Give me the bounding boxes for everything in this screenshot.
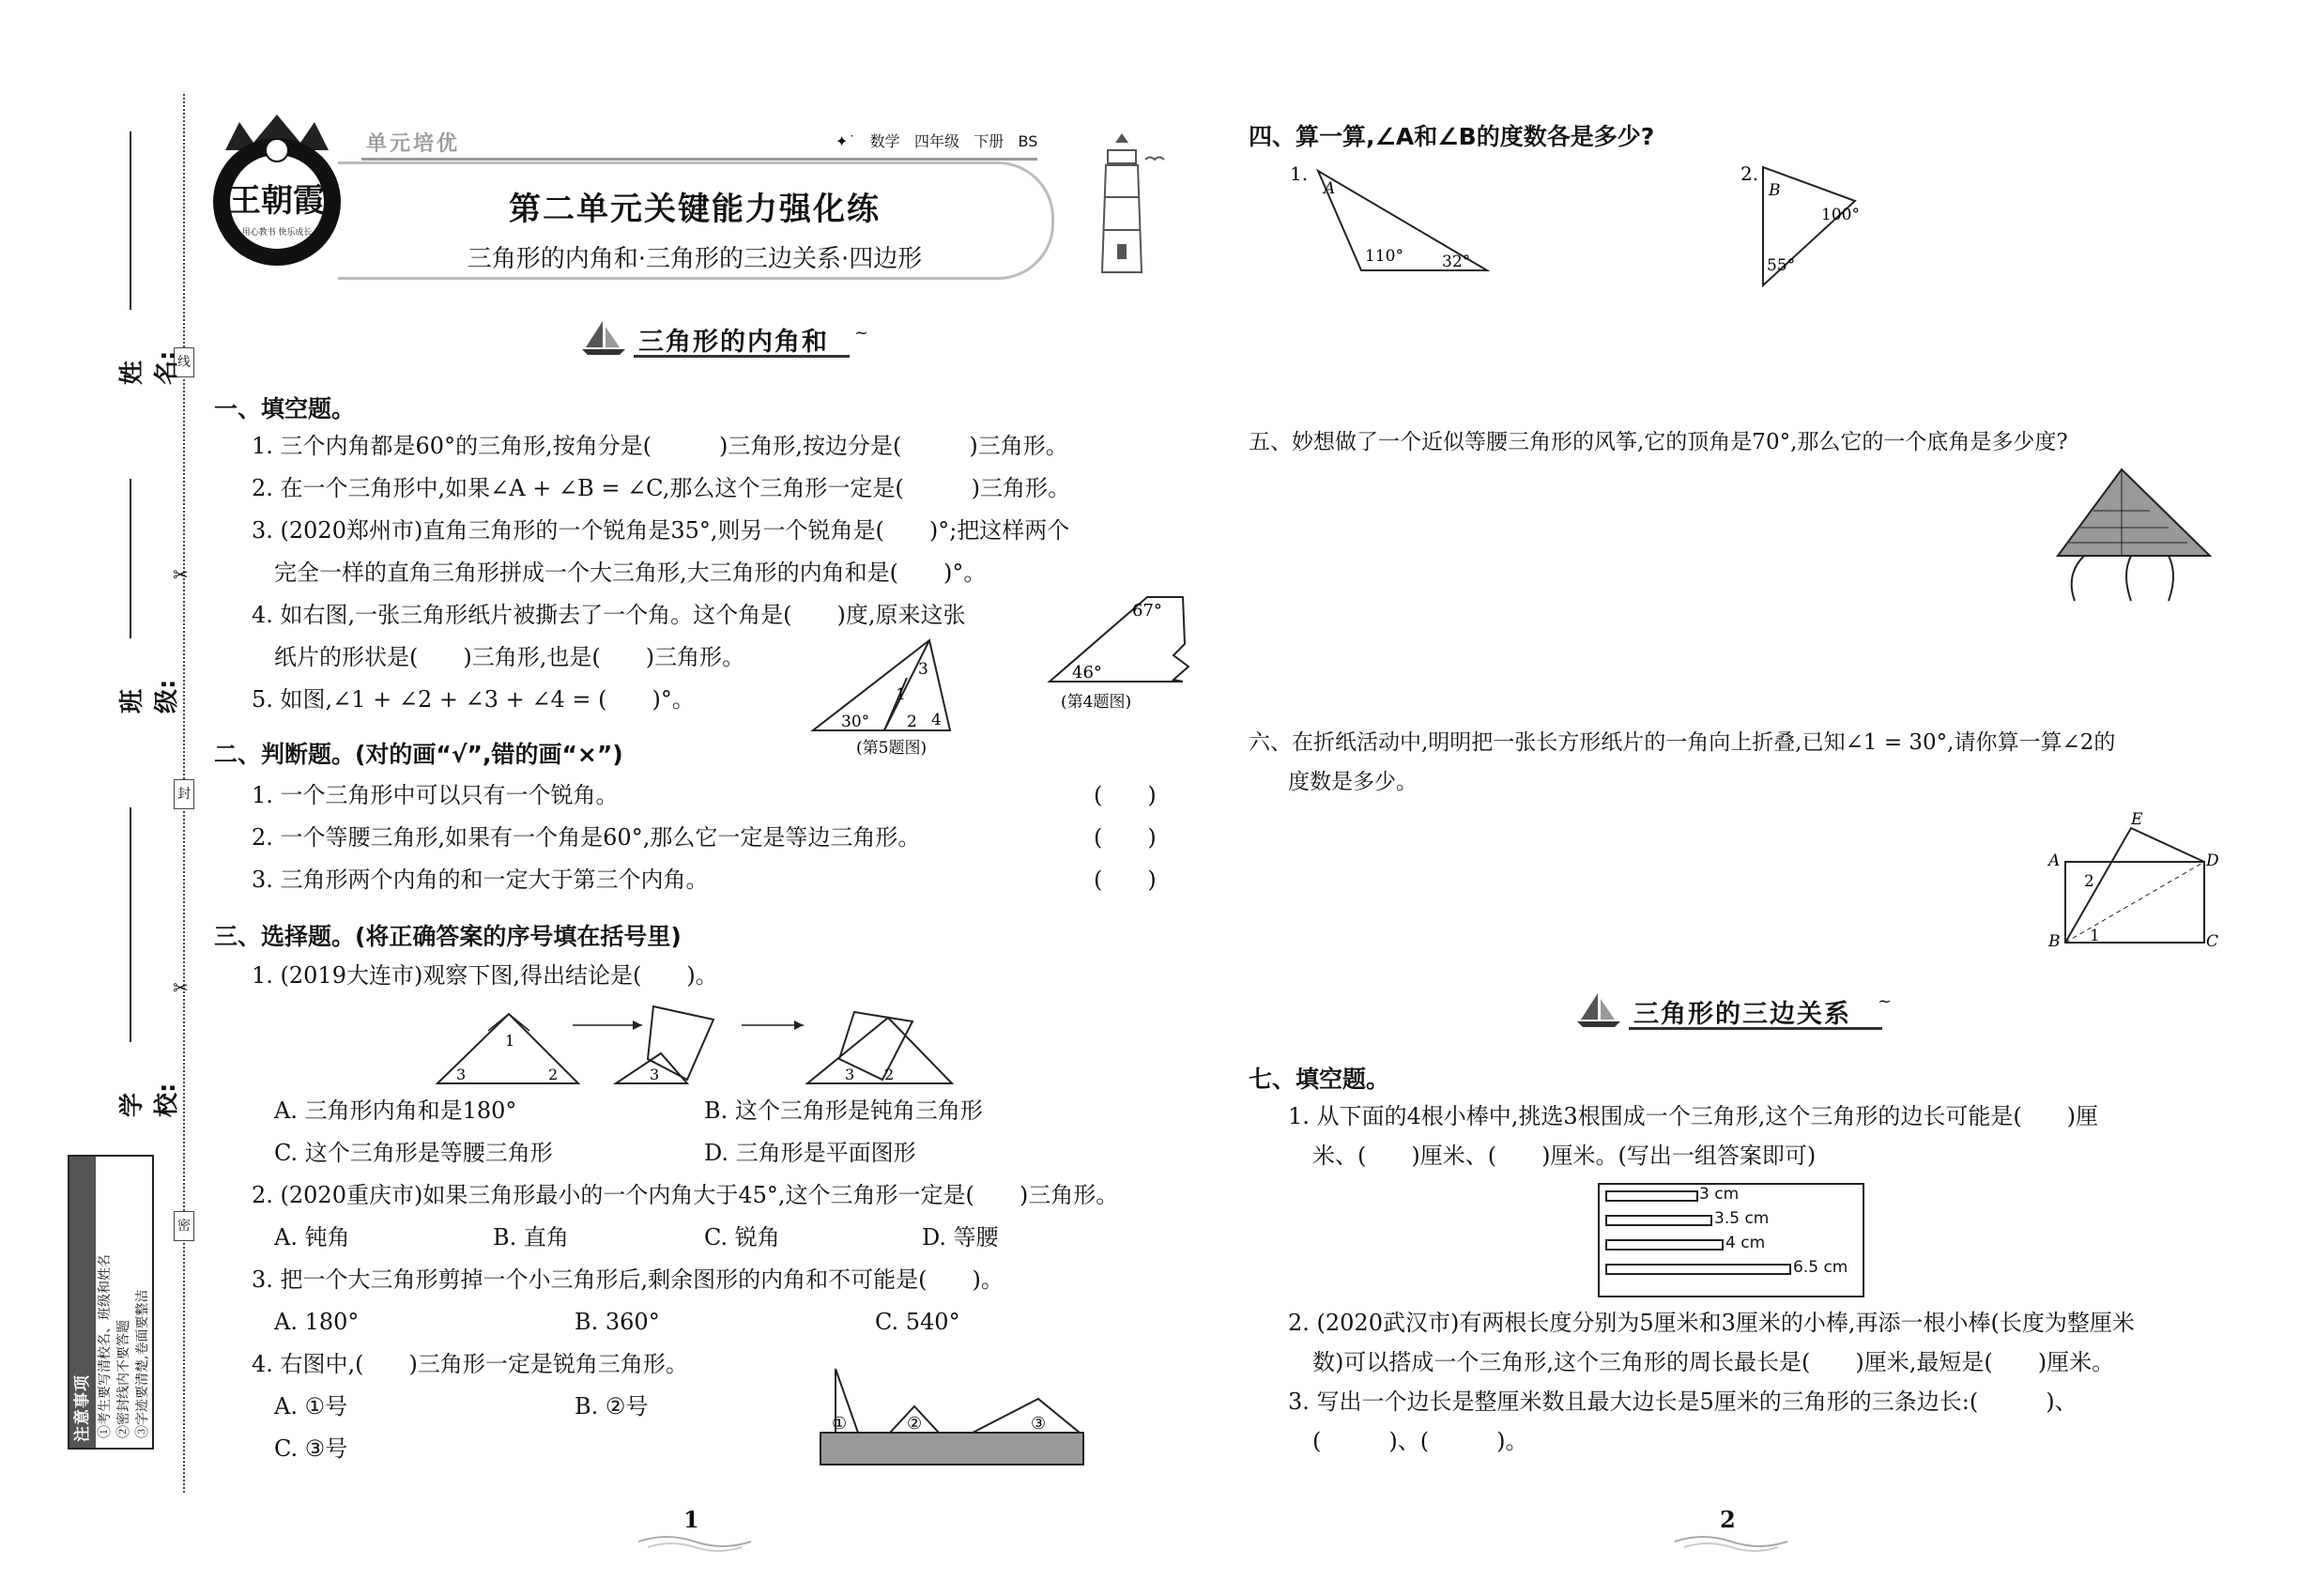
svg-text:C: C (2206, 932, 2219, 951)
page-number-1: 1 (683, 1506, 699, 1533)
grade: 四年级 (913, 132, 959, 150)
stick-6.5cm-label: 6.5 cm (1793, 1258, 1848, 1277)
svg-text:③: ③ (1031, 1414, 1047, 1434)
book-info (836, 130, 1037, 151)
svg-text:1: 1 (2090, 927, 2100, 945)
figure-q3-1 (432, 997, 958, 1091)
q3-1: 1. (2019大连市)观察下图,得出结论是( )。 (252, 962, 718, 989)
lighthouse-icon (1080, 122, 1164, 282)
topic-banner-1: 三角形的内角和 ~ (582, 319, 882, 357)
svg-text:55°: 55° (1767, 256, 1796, 275)
section-1-heading: 一、填空题。 (214, 395, 356, 422)
notice-1: ①考生要写清校名、班级和姓名 (98, 1254, 113, 1438)
fold-figure (2047, 809, 2219, 951)
svg-text:2: 2 (884, 1066, 895, 1083)
topic-banner-2: 三角形的三边关系 ~ (1577, 991, 1896, 1029)
svg-text:2: 2 (2084, 872, 2094, 891)
svg-text:B: B (1769, 181, 1781, 200)
name-field[interactable] (113, 131, 181, 385)
svg-text:30°: 30° (841, 713, 870, 731)
topic-title-1: 三角形的内角和 (638, 328, 829, 357)
volume: 下册 (974, 132, 1004, 150)
topic-title-2: 三角形的三边关系 (1633, 1000, 1851, 1029)
school-label: 学 校: (118, 1082, 181, 1117)
q3-1-option-b[interactable]: B. 这个三角形是钝角三角形 (704, 1097, 983, 1124)
q2-1: 1. 一个三角形中可以只有一个锐角。 (252, 782, 619, 808)
svg-text:110°: 110° (1365, 247, 1403, 266)
notice-2: ②密封线内不要答题 (116, 1320, 131, 1438)
svg-text:1.: 1. (1290, 162, 1309, 185)
svg-text:①: ① (832, 1414, 848, 1434)
svg-text:王朝霞: 王朝霞 (229, 182, 325, 220)
svg-text:67°: 67° (1132, 601, 1162, 621)
stick-4cm (1605, 1239, 1724, 1251)
q3-3-option-a[interactable]: A. 180° (274, 1309, 360, 1335)
stick-6.5cm (1605, 1264, 1791, 1275)
q2-3-answer[interactable]: ( ) (1094, 867, 1157, 893)
stick-3cm (1605, 1190, 1698, 1202)
subject: 数学 (869, 132, 900, 150)
svg-text:1: 1 (896, 685, 906, 704)
svg-text:E: E (2131, 810, 2143, 829)
svg-text:D: D (2206, 852, 2219, 870)
q3-3-option-b[interactable]: B. 360° (575, 1309, 660, 1335)
sparkle-icon: ✦˙ (836, 132, 856, 150)
svg-text:3: 3 (845, 1066, 855, 1083)
svg-text:A: A (2048, 852, 2061, 870)
q1-3a: 3. (2020郑州市)直角三角形的一个锐角是35°,则另一个锐角是( )°;把这样两个 (252, 517, 1070, 544)
cut-mark-1: 线 (174, 347, 194, 377)
q1-1: 1. 三个内角都是60°的三角形,按角分是( )三角形,按边分是( )三角形。 (252, 433, 1068, 459)
svg-text:2: 2 (548, 1066, 559, 1083)
stick-4cm-label: 4 cm (1725, 1234, 1766, 1252)
cut-mark-2: 封 (174, 779, 194, 809)
q3-4-option-a[interactable]: A. ①号 (274, 1393, 348, 1420)
sailboat-icon (1577, 991, 1622, 1029)
section-7-heading: 七、填空题。 (1249, 1066, 1390, 1093)
sailboat-icon (582, 319, 627, 357)
edition: BS (1018, 132, 1038, 150)
svg-text:3: 3 (650, 1066, 660, 1083)
q2-2-answer[interactable]: ( ) (1094, 824, 1157, 851)
q1-4a: 4. 如右图,一张三角形纸片被撕去了一个角。这个角是( )度,原来这张 (252, 602, 966, 628)
stick-3cm-label: 3 cm (1699, 1185, 1740, 1204)
q7-2a: 2. (2020武汉市)有两根长度分别为5厘米和3厘米的小棒,再添一根小棒(长度为整厘米 (1288, 1310, 2135, 1336)
q3-1-option-d[interactable]: D. 三角形是平面图形 (704, 1140, 916, 1166)
binding-margin (0, 0, 197, 1596)
section-4-heading: 四、算一算,∠A和∠B的度数各是多少? (1249, 123, 1655, 150)
q6-text-a: 六、在折纸活动中,明明把一张长方形纸片的一角向上折叠,已知∠1 = 30°,请你算一算∠2的 (1249, 730, 2116, 755)
svg-text:32°: 32° (1442, 253, 1471, 271)
svg-text:A: A (1324, 179, 1336, 198)
svg-text:2: 2 (907, 713, 917, 731)
q2-2: 2. 一个等腰三角形,如果有一个角是60°,那么它一定是等边三角形。 (252, 824, 921, 851)
stick-3.5cm (1605, 1215, 1712, 1226)
page-number-2: 2 (1720, 1506, 1736, 1533)
q3-1-option-c[interactable]: C. 这个三角形是等腰三角形 (274, 1140, 553, 1166)
svg-text:3: 3 (456, 1066, 467, 1083)
svg-text:②: ② (907, 1414, 923, 1434)
q3-2-option-c[interactable]: C. 锐角 (704, 1224, 780, 1251)
figure-q5 (809, 637, 997, 759)
svg-text:1: 1 (505, 1032, 515, 1050)
page-ornament-1 (638, 1532, 751, 1551)
q2-1-answer[interactable]: ( ) (1094, 782, 1157, 808)
q3-2-option-b[interactable]: B. 直角 (493, 1224, 569, 1251)
q2-3: 3. 三角形两个内角的和一定大于第三个内角。 (252, 867, 709, 893)
name-label: 姓 名: (118, 350, 181, 385)
q3-1-option-a[interactable]: A. 三角形内角和是180° (274, 1097, 517, 1124)
q7-1a: 1. 从下面的4根小棒中,挑选3根围成一个三角形,这个三角形的边长可能是( )厘 (1288, 1103, 2099, 1129)
class-field[interactable] (113, 479, 181, 723)
q1-2: 2. 在一个三角形中,如果∠A + ∠B = ∠C,那么这个三角形一定是( )三角形。 (252, 475, 1071, 501)
stick-3.5cm-label: 3.5 cm (1714, 1209, 1770, 1228)
section-3-heading: 三、选择题。(将正确答案的序号填在括号里) (214, 923, 682, 950)
scissors-icon: ✂ (173, 563, 189, 586)
svg-text:100°: 100° (1821, 206, 1860, 224)
series-tag: 单元培优 (366, 132, 461, 156)
notice-3: ③字迹要清楚,卷面要整洁 (135, 1289, 150, 1438)
scissors-icon: ✂ (173, 976, 189, 999)
figure-q4-1 (1286, 158, 1502, 280)
class-label: 班 级: (118, 679, 181, 714)
q6-text-b: 度数是多少。 (1288, 770, 1418, 794)
q1-3b: 完全一样的直角三角形拼成一个大三角形,大三角形的内角和是( )°。 (274, 560, 987, 586)
q1-4b: 纸片的形状是( )三角形,也是( )三角形。 (274, 644, 745, 670)
q7-3b: ( )、( )。 (1312, 1428, 1528, 1454)
q3-4-option-b[interactable]: B. ②号 (575, 1393, 649, 1420)
figure-q4-2 (1737, 158, 1924, 289)
q3-3: 3. 把一个大三角形剪掉一个小三角形后,剩余图形的内角和不可能是( )。 (252, 1266, 1004, 1293)
q7-2b: 数)可以搭成一个三角形,这个三角形的周长最长是( )厘米,最短是( )厘米。 (1312, 1349, 2115, 1375)
notice-title: 注意事项 (69, 1157, 96, 1448)
q1-5: 5. 如图,∠1 + ∠2 + ∠3 + ∠4 = ( )°。 (252, 686, 695, 713)
svg-text:2.: 2. (1740, 162, 1759, 185)
figure-q4 (1042, 590, 1220, 714)
svg-text:B: B (2048, 932, 2061, 951)
svg-text:4: 4 (931, 711, 942, 729)
brand-logo (207, 113, 347, 272)
page-ornament-2 (1675, 1532, 1787, 1551)
svg-text:3: 3 (918, 660, 928, 679)
q3-2-option-d[interactable]: D. 等腰 (922, 1224, 999, 1251)
section-2-heading: 二、判断题。(对的画“√”,错的画“×”) (214, 741, 623, 768)
subtitle: 三角形的内角和·三角形的三边关系·四边形 (467, 245, 923, 273)
q3-4: 4. 右图中,( )三角形一定是锐角三角形。 (252, 1351, 688, 1377)
cut-mark-3: 密 (174, 1211, 194, 1241)
q7-3a: 3. 写出一个边长是整厘米数且最大边长是5厘米的三角形的三条边长:( )、 (1288, 1389, 2078, 1415)
q3-2-option-a[interactable]: A. 钝角 (274, 1224, 350, 1251)
q7-1b: 米、( )厘米、( )厘米。(写出一组答案即可) (1312, 1143, 1817, 1169)
notice-box (68, 1155, 154, 1450)
header (197, 113, 1183, 291)
q3-4-option-c[interactable]: C. ③号 (274, 1435, 348, 1462)
q5-text: 五、妙想做了一个近似等腰三角形的风筝,它的顶角是70°,那么它的一个底角是多少度? (1249, 430, 2068, 454)
main-title: 第二单元关键能力强化练 (509, 191, 881, 228)
school-field[interactable] (113, 807, 181, 1127)
q3-3-option-c[interactable]: C. 540° (875, 1309, 960, 1335)
svg-text:(第4题图): (第4题图) (1061, 693, 1132, 712)
figure-q3-4 (817, 1363, 1089, 1468)
svg-text:用心教书 快乐成长: 用心教书 快乐成长 (241, 228, 313, 238)
svg-text:46°: 46° (1072, 663, 1102, 683)
header-rule (361, 158, 1037, 161)
kite-figure (2056, 466, 2216, 606)
q3-2: 2. (2020重庆市)如果三角形最小的一个内角大于45°,这个三角形一定是( )三角形。 (252, 1182, 1119, 1208)
svg-text:(第5题图): (第5题图) (856, 739, 928, 758)
